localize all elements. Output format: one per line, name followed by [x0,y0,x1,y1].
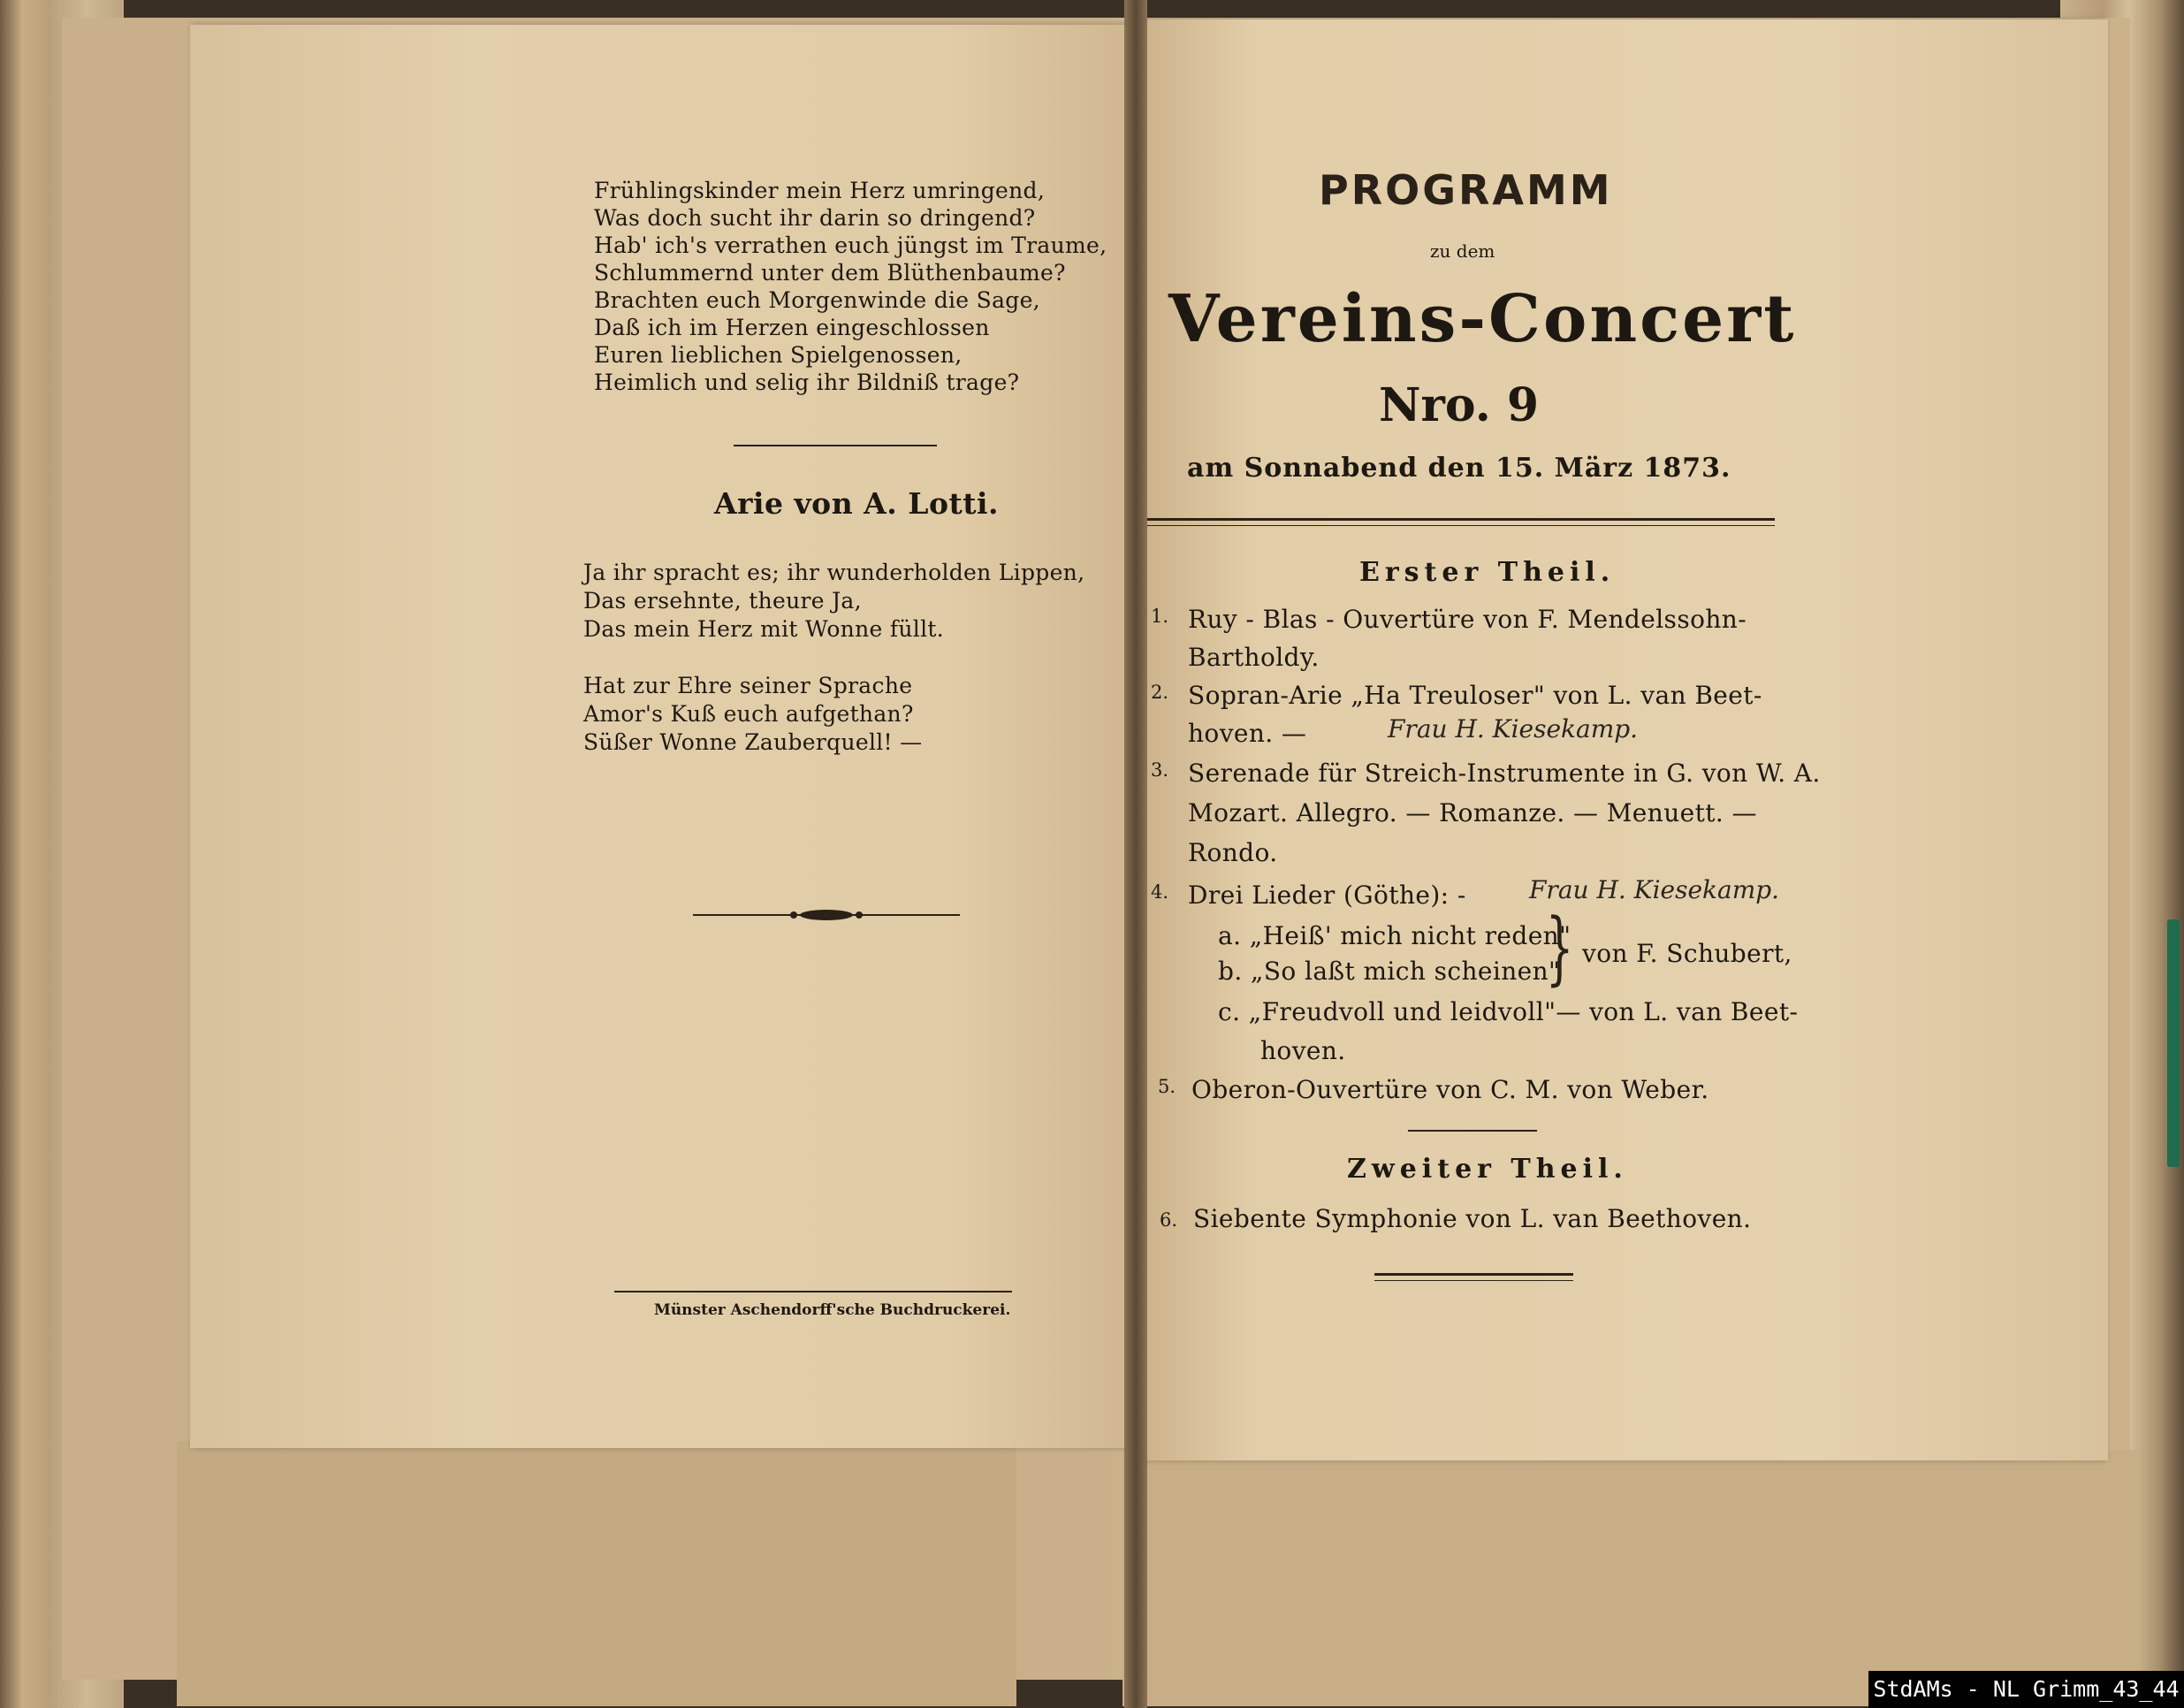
poem-line-7: Euren lieblichen Spielgenossen, [594,342,963,368]
lieder-composer: von F. Schubert, [1582,939,1792,968]
program-item-3-line-2: Mozart. Allegro. — Romanze. — Menuett. — [1188,798,1757,827]
printer-imprint: Münster Aschendorff'sche Buchdruckerei. [654,1301,1011,1319]
poem-line-5: Brachten euch Morgenwinde die Sage, [594,287,1040,313]
printer-rule [614,1291,1012,1292]
item-number: 1. [1151,606,1169,627]
concert-number: Nro. 9 [1379,378,1540,432]
concert-date: am Sonnabend den 15. März 1873. [1187,453,1731,484]
item-number: 4. [1151,881,1169,903]
aria-line-6: Süßer Wonne Zauberquell! — [583,729,923,755]
poem-line-8: Heimlich und selig ihr Bildniß trage? [594,370,1020,395]
aria-line-1: Ja ihr spracht es; ihr wunderholden Lippen, [583,560,1085,585]
aria-line-4: Hat zur Ehre seiner Sprache [583,673,913,698]
program-item-5-line-1: Oberon-Ouvertüre von C. M. von Weber. [1191,1075,1709,1104]
ornamental-rule [689,904,963,926]
green-bookmark-tab [2167,919,2180,1167]
underlying-strip-left [177,1441,1016,1706]
closing-rule-top [1374,1273,1573,1276]
poem-line-3: Hab' ich's verrathen euch jüngst im Traume, [594,233,1107,258]
item-number: 3. [1151,759,1169,781]
part-one-heading: Erster Theil. [1359,557,1616,588]
program-item-3-line-1: Serenade für Streich-Instrumente in G. von W. A. [1188,759,1821,788]
handwritten-note: Frau H. Kiesekamp. [1529,875,1780,904]
zu-dem-text: zu dem [1430,240,1495,262]
lied-c-continued: hoven. [1260,1036,1346,1065]
handwritten-note: Frau H. Kiesekamp. [1388,714,1639,743]
program-item-2-line-1: Sopran-Arie „Ha Treuloser" von L. van Beet- [1188,681,1762,710]
poem-line-1: Frühlingskinder mein Herz umringend, [594,178,1046,203]
item-number: 6. [1160,1209,1178,1231]
divider-rule [734,445,937,446]
program-item-1-line-1: Ruy - Blas - Ouvertüre von F. Mendelssohn- [1188,605,1747,634]
program-item-3-line-3: Rondo. [1188,838,1278,867]
poem-line-6: Daß ich im Herzen eingeschlossen [594,315,990,340]
program-item-4-line-1: Drei Lieder (Göthe): - [1188,881,1466,910]
item-number: 2. [1151,682,1169,703]
lied-a: a. „Heiß' mich nicht reden" [1218,921,1571,950]
archive-caption: StdAMs - NL Grimm_43_44 [1868,1671,2184,1708]
section-divider [1408,1130,1537,1132]
poem-line-2: Was doch sucht ihr darin so dringend? [594,205,1036,231]
aria-heading: Arie von A. Lotti. [714,486,999,521]
aria-line-2: Das ersehnte, theure Ja, [583,588,862,614]
lied-b: b. „So laßt mich scheinen" [1218,957,1561,986]
aria-line-3: Das mein Herz mit Wonne füllt. [583,616,944,642]
item-number: 5. [1158,1076,1176,1097]
aria-line-5: Amor's Kuß euch aufgethan? [583,701,914,727]
program-item-2-line-2: hoven. — [1188,719,1307,748]
poem-line-4: Schlummernd unter dem Blüthenbaume? [594,260,1066,286]
book-gutter [1124,0,1147,1708]
concert-title: Vereins-Concert [1168,281,1797,357]
lied-c: c. „Freudvoll und leidvoll"— von L. van Beet- [1218,997,1799,1026]
brace: } [1545,902,1574,995]
double-rule-bottom [1147,525,1775,526]
program-item-1-line-2: Bartholdy. [1188,643,1320,672]
programm-heading: PROGRAMM [1319,166,1613,214]
double-rule-top [1147,518,1775,521]
closing-rule-bottom [1374,1280,1573,1281]
part-two-heading: Zweiter Theil. [1347,1154,1628,1185]
underlying-strip-right [1122,1450,2139,1706]
program-item-6: Siebente Symphonie von L. van Beethoven. [1193,1204,1752,1233]
